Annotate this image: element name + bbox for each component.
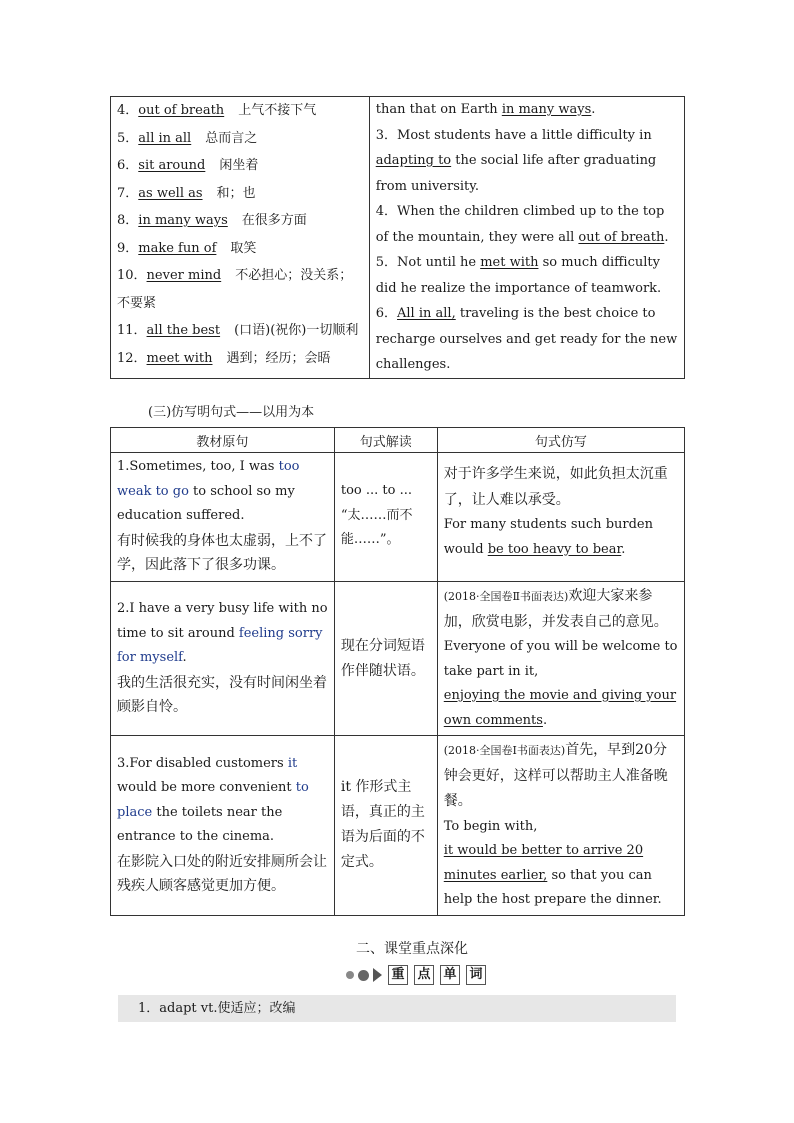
phrase-row: 12．meet with 遇到；经历；会晤 [117,350,331,366]
phrase-row: 8．in many ways 在很多方面 [117,213,307,228]
original-sentence-1: 1.Sometimes, too, I was too weak to go to school so my education suffered. 有时候我的身体也太虚弱，上不了学，因此落下了很多功课。 [111,453,335,582]
header-explain: 句式解读 [334,428,437,453]
explain-2: 现在分词短语作伴随状语。 [334,582,437,736]
explain-1: too ... to ... “太……而不能……”。 [334,453,437,582]
original-sentence-3: 3.For disabled customers it would be more convenient to place the toilets near the entrance to the cinema. 在影院入口处的附近安排厕所会让残疾人顾客感觉更加方便。 [111,736,335,916]
imitate-3: (2018·全国卷Ⅰ书面表达)首先，早到20分钟会更好，这样可以帮助主人准备晚餐。 To begin with, it would be better to arrive 20 minutes earlier, so that you can help the host prepare the dinner. [437,736,684,916]
banner-char: 词 [466,965,486,985]
phrase-row: 9．make fun of 取笑 [117,240,257,256]
sentence-pattern-table [110,427,685,916]
sentence-4: 4．When the children climbed up to the top of the mountain, they were all out of breath. [375,204,669,245]
dot-icon [346,971,354,979]
section-3-title: (三)仿写明句式——以用为本 [148,405,315,420]
dot-icon [358,970,369,981]
banner-char: 单 [440,965,460,985]
key-words-banner [346,963,486,987]
sentence-5: 5．Not until he met with so much difficulty did he realize the importance of teamwork. [375,255,662,296]
imitate-1: 对于许多学生来说，如此负担太沉重了，让人难以承受。 For many students such burden would be too heavy to bear. [437,453,684,582]
phrase-row: 10．never mind 不必担心；没关系；不要紧 [117,268,353,311]
phrase-row: 7．as well as 和；也 [117,185,256,201]
sentence-cell [369,97,684,379]
phrase-list-cell [111,97,370,379]
banner-char: 重 [388,965,408,985]
original-sentence-2: 2.I have a very busy life with no time to sit around feeling sorry for myself. 我的生活很充实，没有时间闲坐着顾影自怜。 [111,582,335,736]
phrase-row: 11．all the best (口语)(祝你)一切顺利 [117,323,359,338]
phrase-row: 5．all in all 总而言之 [117,130,258,146]
banner-char: 点 [414,965,434,985]
header-original: 教材原句 [111,428,335,453]
header-imitate: 句式仿写 [437,428,684,453]
imitate-2: (2018·全国卷Ⅱ书面表达)欢迎大家来参加，欣赏电影，并发表自己的意见。 Everyone of you will be welcome to take part in it, enjoying the movie and giving your own comments. [437,582,684,736]
triangle-icon [373,968,382,982]
section-2-title: 二、课堂重点深化 [356,941,468,957]
sentence-2-tail: than that on Earth in many ways. [375,102,596,117]
phrase-row: 6．sit around 闲坐着 [117,158,259,173]
phrase-table [110,96,685,379]
sentence-6: 6．All in all, traveling is the best choice to recharge ourselves and get ready for the new challenges. [375,306,678,372]
phrase-row: 4．out of breath 上气不接下气 [117,103,317,118]
word-item-1: 1．adapt vt.使适应；改编 [118,995,676,1022]
explain-3: it 作形式主语，真正的主语为后面的不定式。 [334,736,437,916]
sentence-3: 3．Most students have a little difficulty in adapting to the social life after graduating from university. [375,127,657,194]
